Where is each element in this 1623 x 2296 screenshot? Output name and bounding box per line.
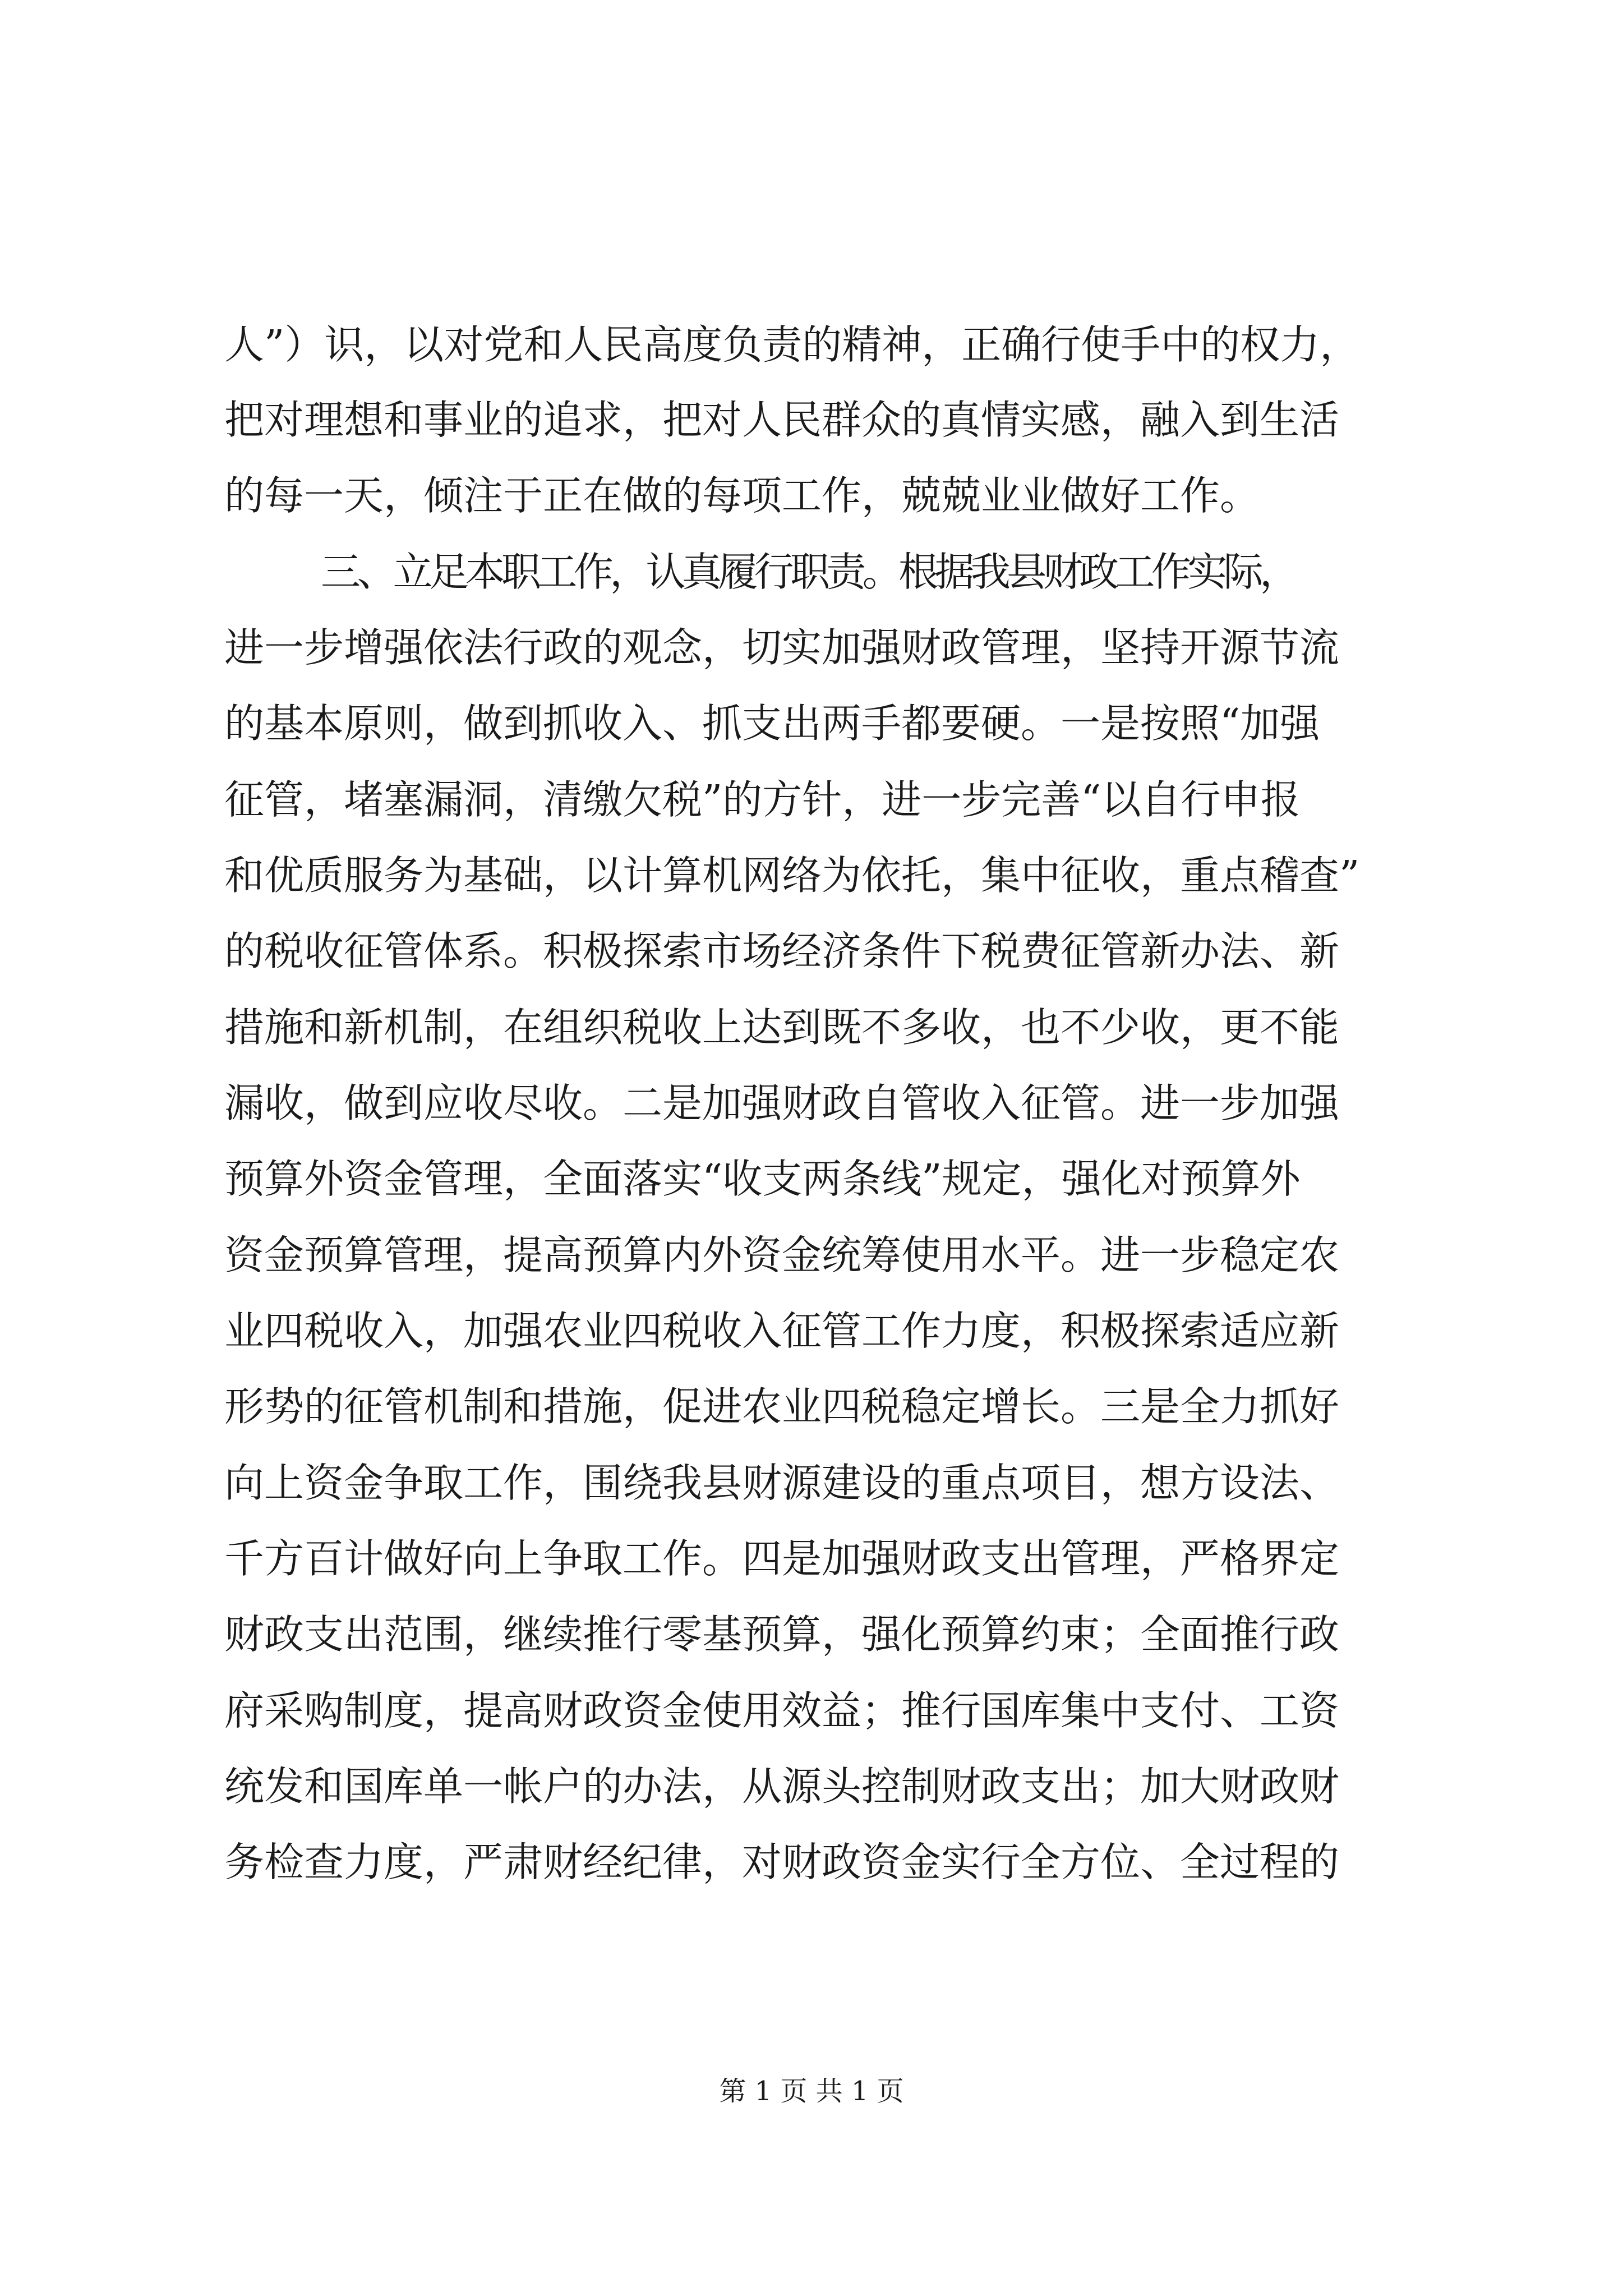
text-line: 的税收征管体系。积极探索市场经济条件下税费征管新办法、新 (224, 928, 1340, 974)
text-line: 的每一天，倾注于正在做的每项工作，兢兢业业做好工作。 (224, 472, 1260, 519)
text-line: 预算外资金管理，全面落实“收支两条线”规定，强化对预算外 (224, 1156, 1301, 1202)
page-number-footer: 第 1 页 共 1 页 (719, 2076, 904, 2107)
text-line: 统发和国库单一帐户的办法，从源头控制财政支出；加大财政财 (224, 1763, 1340, 1810)
text-line: 把对理想和事业的追求，把对人民群众的真情实感，融入到生活 (224, 397, 1340, 443)
text-line: 千方百计做好向上争取工作。四是加强财政支出管理，严格界定 (224, 1535, 1340, 1582)
text-line: 业四税收入，加强农业四税收入征管工作力度，积极探索适应新 (224, 1308, 1340, 1354)
text-line: 务检查力度，严肃财经纪律，对财政资金实行全方位、全过程的 (224, 1839, 1340, 1885)
text-line: 人”）识，以对党和人民高度负责的精神，正确行使手中的权力， (224, 321, 1360, 368)
text-line: 财政支出范围，继续推行零基预算，强化预算约束；全面推行政 (224, 1611, 1340, 1658)
text-line: 漏收，做到应收尽收。二是加强财政自管收入征管。进一步加强 (224, 1080, 1340, 1126)
text-line: 形势的征管机制和措施，促进农业四税稳定增长。三是全力抓好 (224, 1383, 1340, 1430)
text-line: 进一步增强依法行政的观念，切实加强财政管理，坚持开源节流 (224, 624, 1340, 671)
paragraph-start-line: 三、立足本职工作，认真履行职责。根据我县财政工作实际， (321, 549, 1296, 595)
text-line: 和优质服务为基础，以计算机网络为依托，集中征收，重点稽查” (224, 852, 1360, 899)
text-line: 资金预算管理，提高预算内外资金统筹使用水平。进一步稳定农 (224, 1232, 1340, 1278)
text-line: 措施和新机制，在组织税收上达到既不多收，也不少收，更不能 (224, 1004, 1340, 1051)
text-line: 府采购制度，提高财政资金使用效益；推行国库集中支付、工资 (224, 1687, 1340, 1734)
text-line: 的基本原则，做到抓收入、抓支出两手都要硬。一是按照“加强 (224, 700, 1320, 747)
text-line: 征管，堵塞漏洞，清缴欠税”的方针，进一步完善“以自行申报 (224, 776, 1301, 823)
text-line: 向上资金争取工作，围绕我县财源建设的重点项目，想方设法、 (224, 1460, 1340, 1506)
